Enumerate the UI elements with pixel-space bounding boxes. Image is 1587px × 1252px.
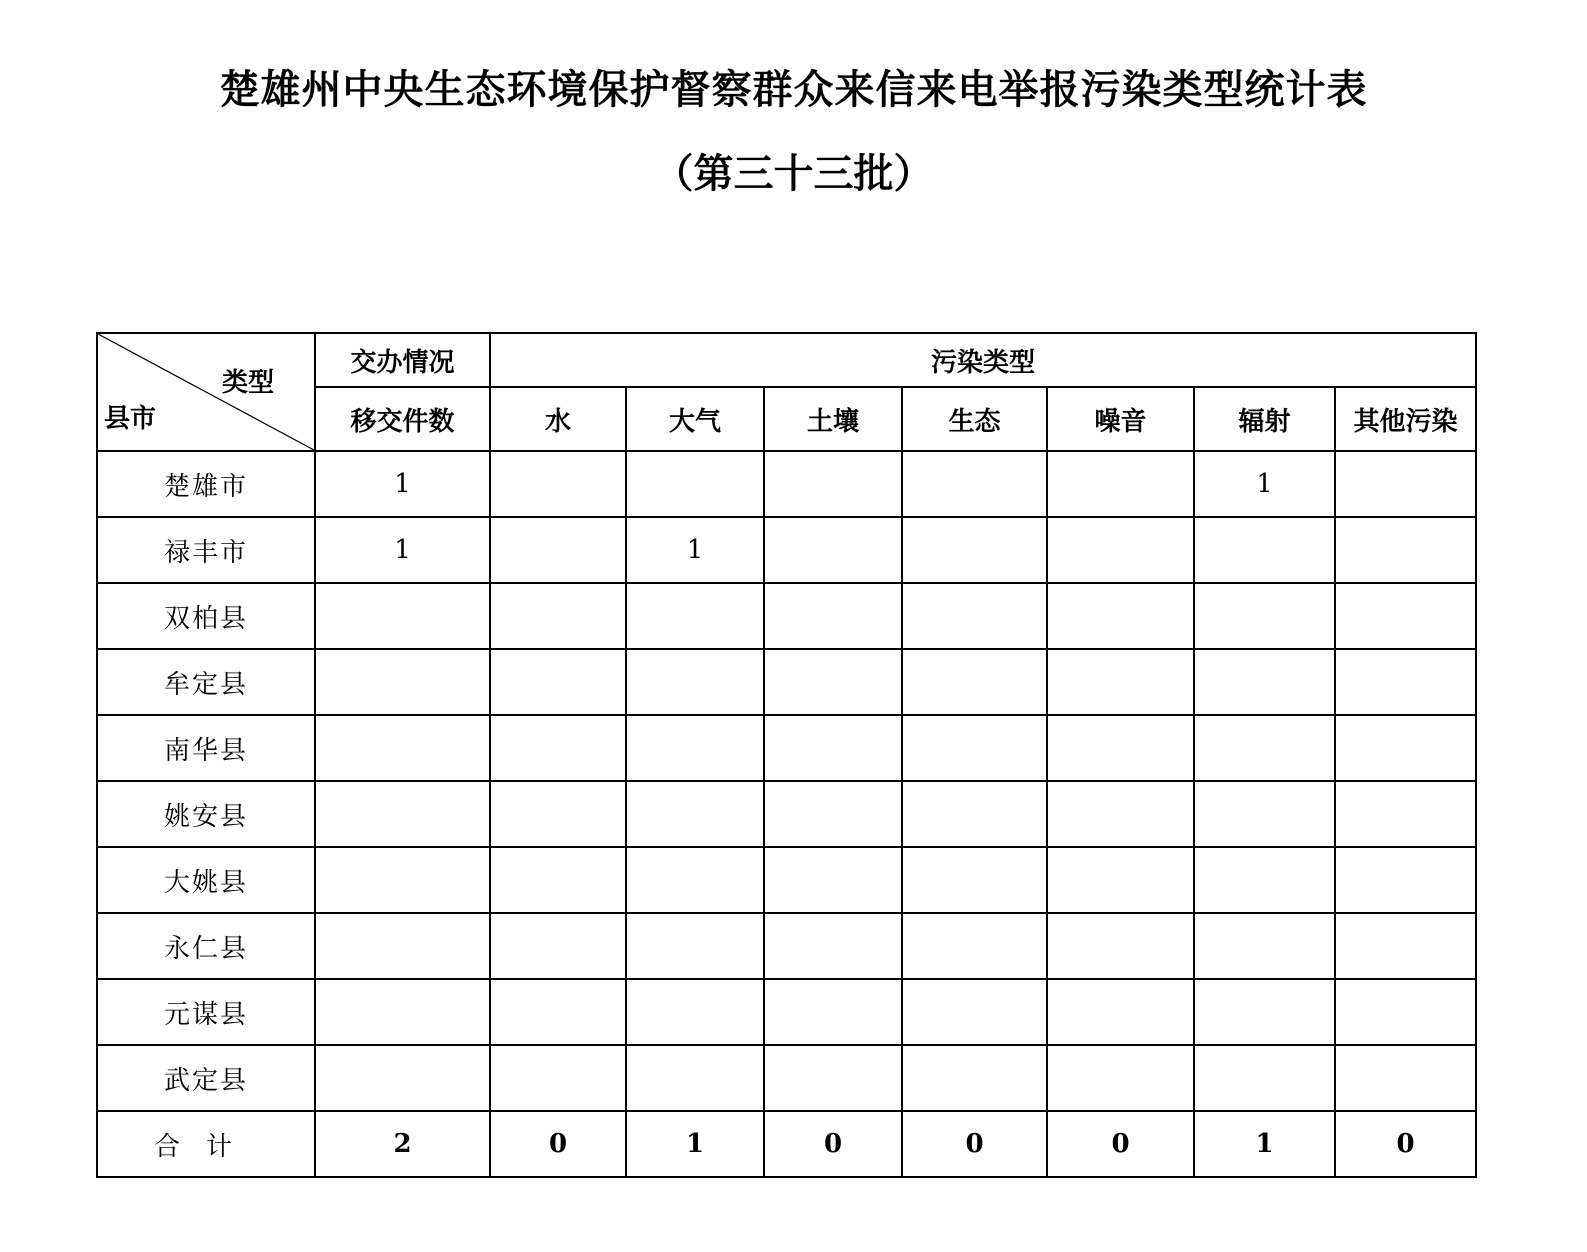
county-name: 武定县 xyxy=(97,1045,315,1111)
county-name: 牟定县 xyxy=(97,649,315,715)
total-cell: 1 xyxy=(626,1111,764,1177)
total-cell: 0 xyxy=(490,1111,626,1177)
table-cell xyxy=(626,715,764,781)
total-cell: 0 xyxy=(902,1111,1047,1177)
table-cell xyxy=(764,781,902,847)
table-cell xyxy=(902,781,1047,847)
table-cell xyxy=(626,847,764,913)
header-pollution-group: 污染类型 xyxy=(490,333,1476,387)
table-cell xyxy=(490,847,626,913)
table-cell xyxy=(902,715,1047,781)
table-row xyxy=(97,781,1476,847)
county-name: 双柏县 xyxy=(97,583,315,649)
table-cell xyxy=(1047,715,1194,781)
header-row-group xyxy=(97,333,1476,387)
table-cell xyxy=(626,913,764,979)
table-cell xyxy=(1335,517,1476,583)
table-row xyxy=(97,979,1476,1045)
table-cell xyxy=(902,451,1047,517)
table-cell xyxy=(315,649,490,715)
county-name: 禄丰市 xyxy=(97,517,315,583)
table-cell xyxy=(1335,781,1476,847)
pollution-stats-table xyxy=(96,332,1477,1178)
table-cell xyxy=(1335,451,1476,517)
table-cell xyxy=(902,1045,1047,1111)
table-cell xyxy=(490,715,626,781)
table-cell xyxy=(764,715,902,781)
table-cell xyxy=(764,847,902,913)
table-cell xyxy=(902,583,1047,649)
table-cell xyxy=(1194,781,1335,847)
table-cell xyxy=(1194,913,1335,979)
table-cell xyxy=(1335,715,1476,781)
table-cell xyxy=(1194,517,1335,583)
table-cell xyxy=(490,781,626,847)
table-cell xyxy=(1047,649,1194,715)
table-cell xyxy=(490,517,626,583)
total-cell: 0 xyxy=(1335,1111,1476,1177)
county-name: 楚雄市 xyxy=(97,451,315,517)
table-cell xyxy=(1335,583,1476,649)
table-cell xyxy=(490,913,626,979)
total-row xyxy=(97,1111,1476,1177)
table-cell xyxy=(490,451,626,517)
table-cell: 1 xyxy=(1194,451,1335,517)
col-header-other: 其他污染 xyxy=(1335,387,1476,451)
corner-type-label: 类型 xyxy=(221,368,274,398)
table-cell xyxy=(626,1045,764,1111)
table-cell xyxy=(626,649,764,715)
table-row xyxy=(97,583,1476,649)
table-cell xyxy=(1194,1045,1335,1111)
table-cell xyxy=(902,847,1047,913)
table-cell: 1 xyxy=(626,517,764,583)
county-name: 南华县 xyxy=(97,715,315,781)
table-cell xyxy=(764,913,902,979)
table-row xyxy=(97,451,1476,517)
table-cell xyxy=(315,979,490,1045)
table-cell xyxy=(1047,847,1194,913)
table-cell xyxy=(1335,649,1476,715)
corner-county-label: 县市 xyxy=(104,404,157,434)
table-cell xyxy=(1335,979,1476,1045)
table-cell xyxy=(902,979,1047,1045)
county-name: 元谋县 xyxy=(97,979,315,1045)
total-cell: 2 xyxy=(315,1111,490,1177)
county-name: 姚安县 xyxy=(97,781,315,847)
table-cell xyxy=(490,649,626,715)
table-cell xyxy=(1047,1045,1194,1111)
col-header-ecology: 生态 xyxy=(902,387,1047,451)
total-label: 合计 xyxy=(97,1111,315,1177)
table-cell xyxy=(626,979,764,1045)
table-row xyxy=(97,1045,1476,1111)
table-cell xyxy=(626,451,764,517)
table-cell xyxy=(1194,583,1335,649)
table-cell xyxy=(490,1045,626,1111)
header-assigned-group: 交办情况 xyxy=(315,333,490,387)
col-header-soil: 土壤 xyxy=(764,387,902,451)
table-cell xyxy=(1194,715,1335,781)
table-cell xyxy=(315,847,490,913)
table-row xyxy=(97,715,1476,781)
col-header-transfer-count: 移交件数 xyxy=(315,387,490,451)
county-name: 大姚县 xyxy=(97,847,315,913)
county-name: 永仁县 xyxy=(97,913,315,979)
total-cell: 0 xyxy=(764,1111,902,1177)
table-cell xyxy=(315,781,490,847)
page-subtitle: （第三十三批） xyxy=(653,150,934,197)
table-cell xyxy=(315,715,490,781)
table-cell xyxy=(315,913,490,979)
table-cell xyxy=(1047,517,1194,583)
table-cell xyxy=(902,649,1047,715)
page-title: 楚雄州中央生态环境保护督察群众来信来电举报污染类型统计表 xyxy=(219,66,1368,113)
col-header-radiation: 辐射 xyxy=(1194,387,1335,451)
table-cell xyxy=(1047,451,1194,517)
table-cell xyxy=(764,1045,902,1111)
table-cell xyxy=(626,583,764,649)
corner-header-cell xyxy=(97,333,315,451)
table-cell xyxy=(1335,847,1476,913)
table-cell xyxy=(764,583,902,649)
table-cell xyxy=(1194,979,1335,1045)
total-cell: 0 xyxy=(1047,1111,1194,1177)
table-cell xyxy=(902,517,1047,583)
table-cell xyxy=(1335,1045,1476,1111)
total-cell: 1 xyxy=(1194,1111,1335,1177)
table-row xyxy=(97,649,1476,715)
table-cell xyxy=(490,583,626,649)
table-cell: 1 xyxy=(315,517,490,583)
table-cell: 1 xyxy=(315,451,490,517)
table-cell xyxy=(315,1045,490,1111)
table-cell xyxy=(1047,979,1194,1045)
table-cell xyxy=(764,979,902,1045)
table-row xyxy=(97,517,1476,583)
col-header-noise: 噪音 xyxy=(1047,387,1194,451)
table-cell xyxy=(1194,847,1335,913)
table-row xyxy=(97,847,1476,913)
table-cell xyxy=(1047,913,1194,979)
table-cell xyxy=(764,517,902,583)
table-row xyxy=(97,913,1476,979)
table-cell xyxy=(626,781,764,847)
table-cell xyxy=(490,979,626,1045)
table-cell xyxy=(315,583,490,649)
table-cell xyxy=(902,913,1047,979)
table-cell xyxy=(1335,913,1476,979)
table-cell xyxy=(764,649,902,715)
table-cell xyxy=(1194,649,1335,715)
col-header-water: 水 xyxy=(490,387,626,451)
table-cell xyxy=(1047,583,1194,649)
table-cell xyxy=(1047,781,1194,847)
col-header-air: 大气 xyxy=(626,387,764,451)
table-cell xyxy=(764,451,902,517)
